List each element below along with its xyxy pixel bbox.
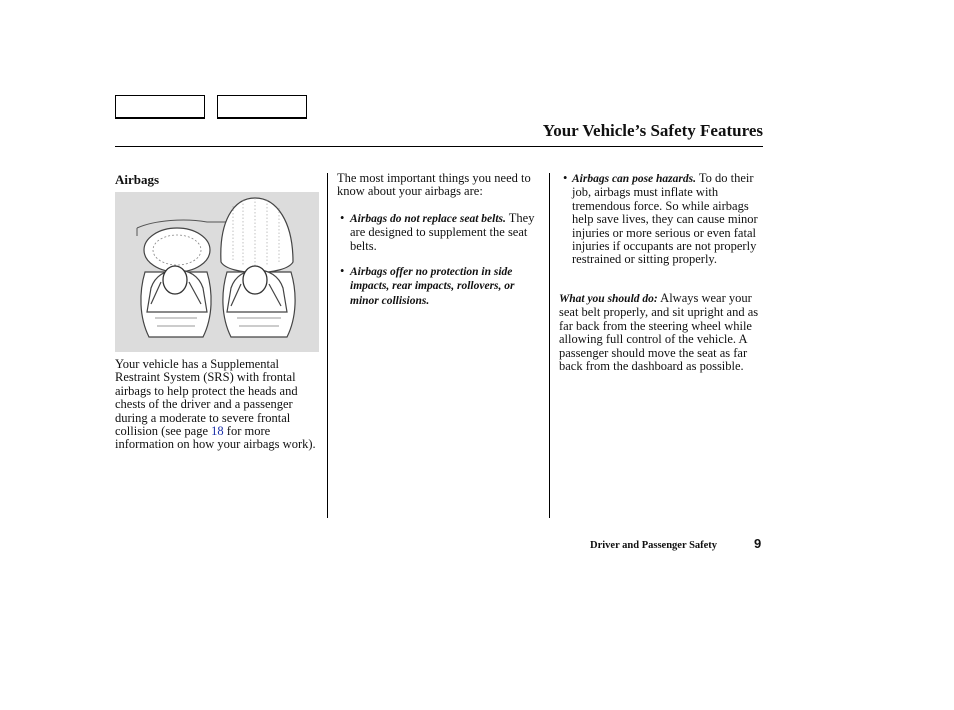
nav-tab-box-1[interactable] — [115, 95, 205, 119]
page-title: Your Vehicle’s Safety Features — [542, 121, 763, 140]
bullet-body-text: To do their job, airbags must inflate with tremendous force. So while airbags help save lives, they can cause minor injuries or more serious or even fatal injuries if occupants are not properly restrained or sitting properly. — [572, 171, 758, 267]
header-rule — [115, 146, 763, 147]
what-you-should-do-paragraph — [559, 292, 764, 373]
what-you-should-do-text: Always wear your seat belt properly, and sit upright and as far back from the steering wheel while allowing full control of the vehicle. A passenger should move the seat as far back from the dashboard as possible. — [559, 291, 759, 374]
airbag-illustration-drawing — [115, 192, 319, 352]
bullet-marker: • — [340, 264, 345, 278]
airbag-intro-text: The most important things you need to know about your airbags are: — [337, 171, 531, 199]
srs-description-text: Your vehicle has a Supplemental Restraint System (SRS) with frontal airbags to help protect the heads and chests of the driver and a passenger during a moderate to severe frontal collision (see page — [115, 357, 298, 439]
page-number: 9 — [754, 536, 762, 551]
srs-description-paragraph — [115, 358, 320, 452]
bullet-marker: • — [563, 171, 568, 185]
bullet-item-seat-belts — [340, 212, 540, 253]
bullet-bold-text: Airbags offer no protection in side impacts, rear impacts, rollovers, or minor collisions. — [350, 266, 515, 307]
srs-description-text-end: for more information on how your airbags work). — [115, 424, 316, 452]
bullet-item-no-protection — [340, 265, 540, 308]
bullet-bold-text: Airbags do not replace seat belts. — [350, 213, 506, 225]
airbag-illustration — [115, 192, 319, 352]
bullet-body-text: They are designed to supplement the seat belts. — [350, 211, 535, 253]
bullet-item-hazards — [563, 172, 763, 267]
nav-tab-box-2[interactable] — [217, 95, 307, 119]
what-you-should-do-label: What you should do: — [559, 293, 658, 305]
page-18-link[interactable]: 18 — [211, 424, 224, 439]
column-divider-2 — [549, 173, 550, 518]
bullet-bold-text: Airbags can pose hazards. — [572, 173, 696, 185]
footer-section-title: Driver and Passenger Safety — [590, 540, 718, 551]
column-divider-1 — [327, 173, 328, 518]
section-heading: Airbags — [115, 172, 160, 187]
bullet-marker: • — [340, 211, 345, 225]
